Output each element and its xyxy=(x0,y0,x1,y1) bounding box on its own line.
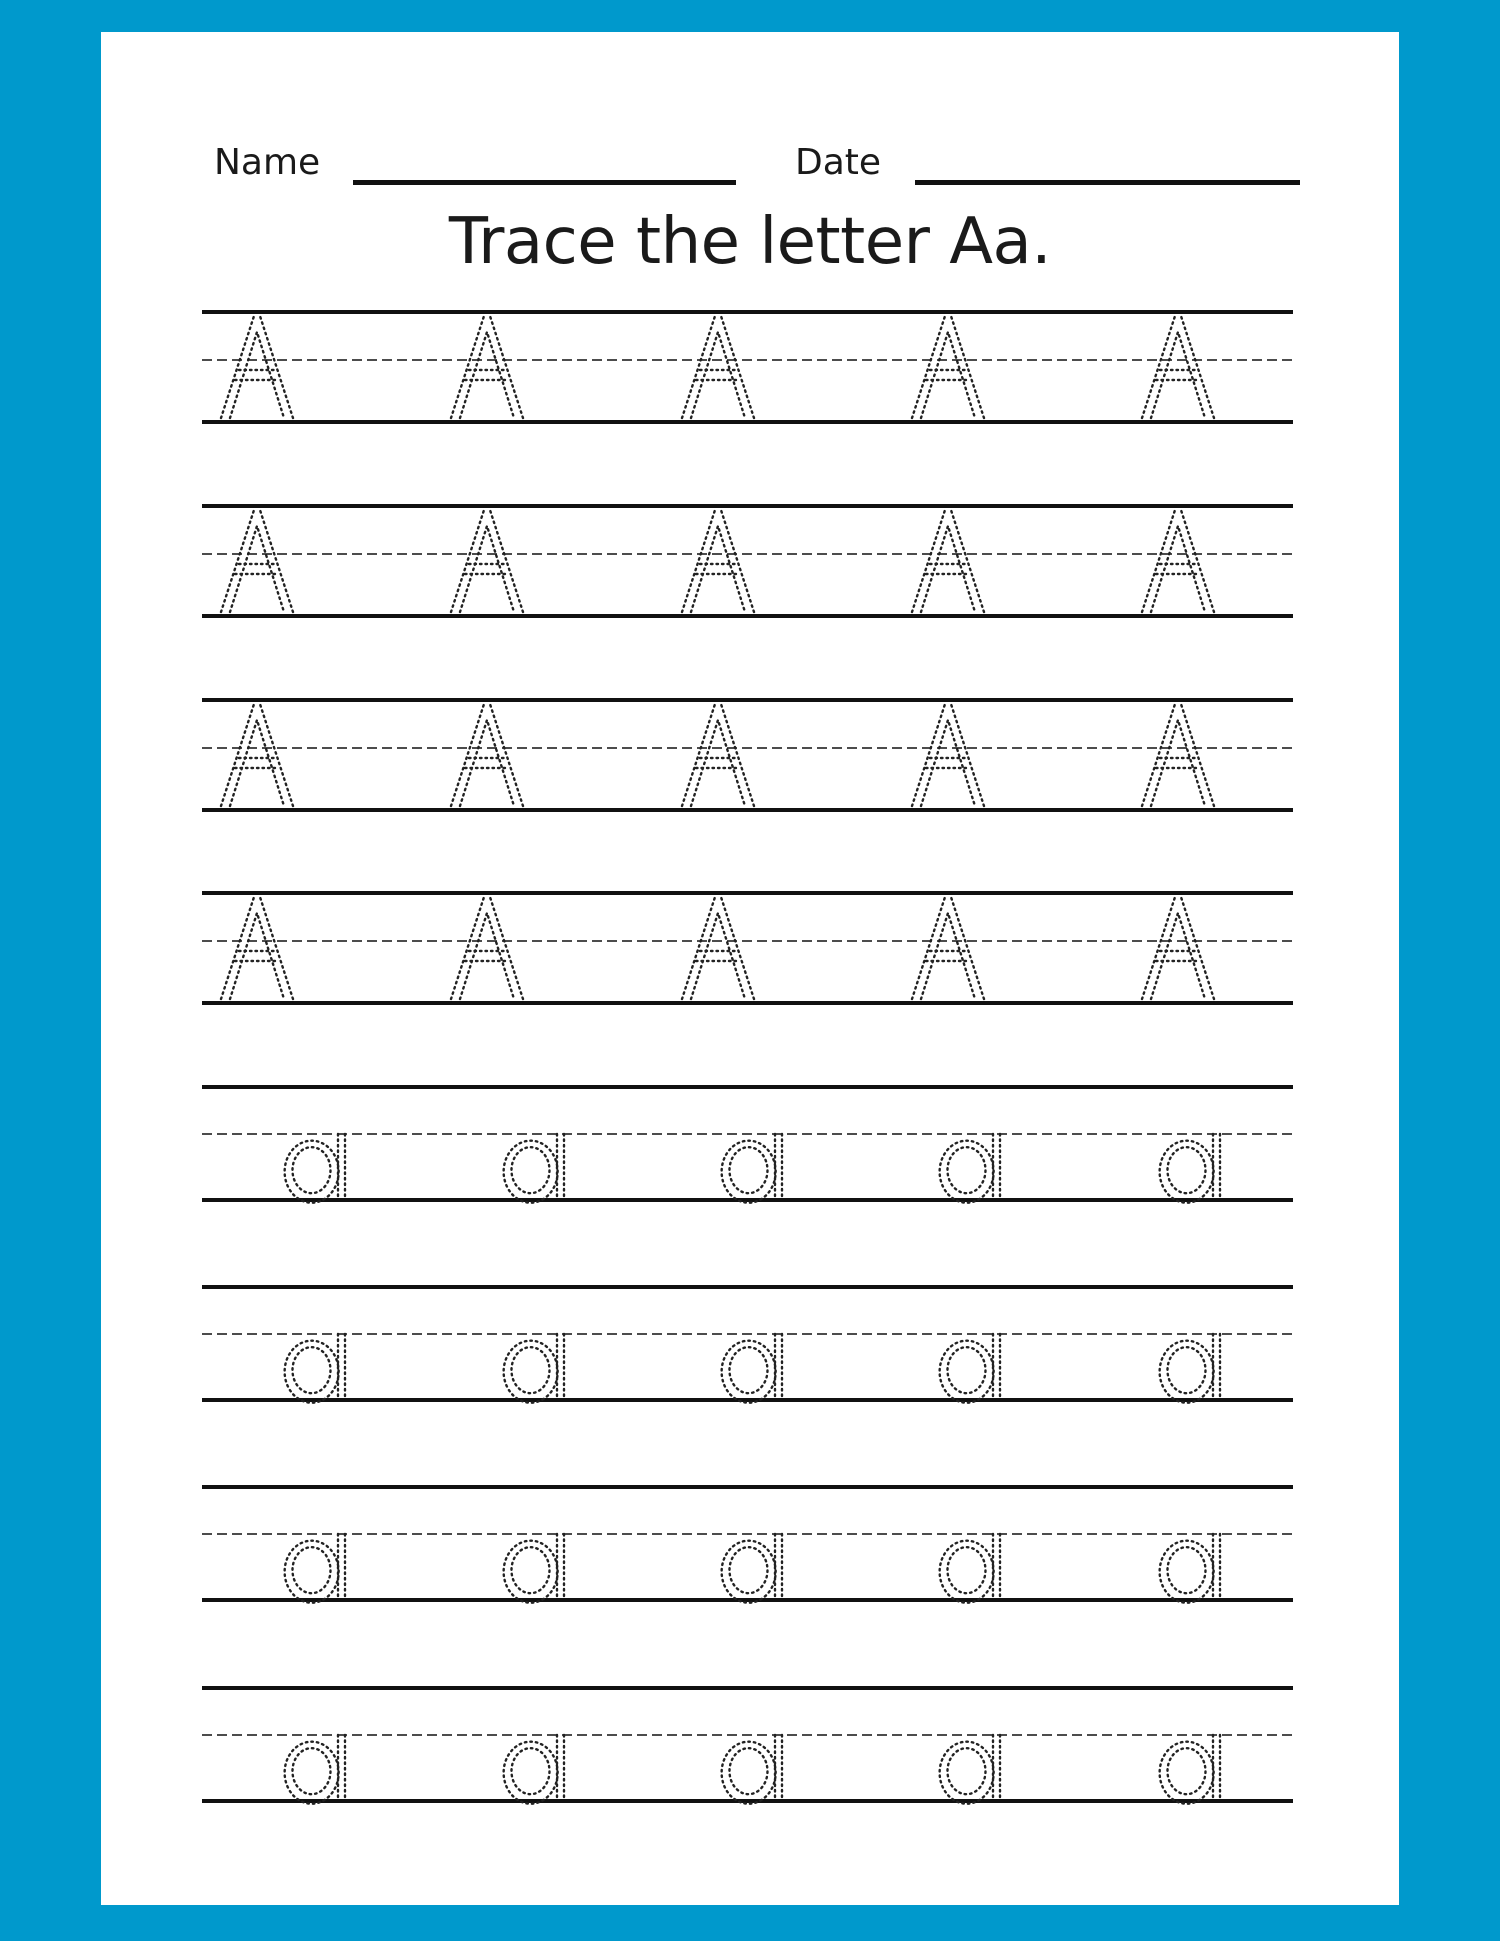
trace-letter-lowercase-a xyxy=(940,1134,1000,1203)
trace-letter-uppercase-a xyxy=(912,316,984,418)
trace-letter-lowercase-a xyxy=(285,1534,345,1603)
trace-letter-lowercase-a xyxy=(722,1134,782,1203)
trace-letter-uppercase-a xyxy=(221,510,293,612)
trace-letter-lowercase-a xyxy=(504,1735,564,1804)
trace-letter-lowercase-a xyxy=(504,1134,564,1203)
trace-letter-uppercase-a xyxy=(221,316,293,418)
trace-letter-lowercase-a xyxy=(1160,1534,1220,1603)
trace-letter-uppercase-a xyxy=(451,510,523,612)
trace-letter-lowercase-a xyxy=(722,1735,782,1804)
trace-letter-lowercase-a xyxy=(1160,1134,1220,1203)
trace-letter-uppercase-a xyxy=(1142,897,1214,999)
trace-letter-lowercase-a xyxy=(940,1534,1000,1603)
worksheet-title: Trace the letter Aa. xyxy=(448,205,1052,279)
trace-letter-uppercase-a xyxy=(1142,510,1214,612)
trace-letter-lowercase-a xyxy=(285,1134,345,1203)
trace-letter-lowercase-a xyxy=(940,1334,1000,1403)
trace-letter-lowercase-a xyxy=(722,1534,782,1603)
trace-letter-uppercase-a xyxy=(451,316,523,418)
trace-letter-uppercase-a xyxy=(682,704,754,806)
trace-letter-uppercase-a xyxy=(912,704,984,806)
trace-letter-uppercase-a xyxy=(1142,704,1214,806)
name-label: Name xyxy=(214,142,321,183)
trace-letter-lowercase-a xyxy=(504,1334,564,1403)
trace-letter-uppercase-a xyxy=(682,510,754,612)
trace-letter-uppercase-a xyxy=(221,704,293,806)
trace-letter-lowercase-a xyxy=(285,1334,345,1403)
trace-letter-uppercase-a xyxy=(1142,316,1214,418)
trace-letter-lowercase-a xyxy=(1160,1735,1220,1804)
trace-letter-lowercase-a xyxy=(940,1735,1000,1804)
trace-letter-lowercase-a xyxy=(722,1334,782,1403)
trace-letter-uppercase-a xyxy=(221,897,293,999)
trace-letter-uppercase-a xyxy=(451,704,523,806)
trace-letter-uppercase-a xyxy=(912,510,984,612)
trace-letter-uppercase-a xyxy=(912,897,984,999)
trace-letter-lowercase-a xyxy=(285,1735,345,1804)
trace-letter-uppercase-a xyxy=(451,897,523,999)
trace-letter-uppercase-a xyxy=(682,897,754,999)
trace-letter-uppercase-a xyxy=(682,316,754,418)
trace-letter-lowercase-a xyxy=(504,1534,564,1603)
trace-letter-lowercase-a xyxy=(1160,1334,1220,1403)
date-label: Date xyxy=(795,142,882,183)
